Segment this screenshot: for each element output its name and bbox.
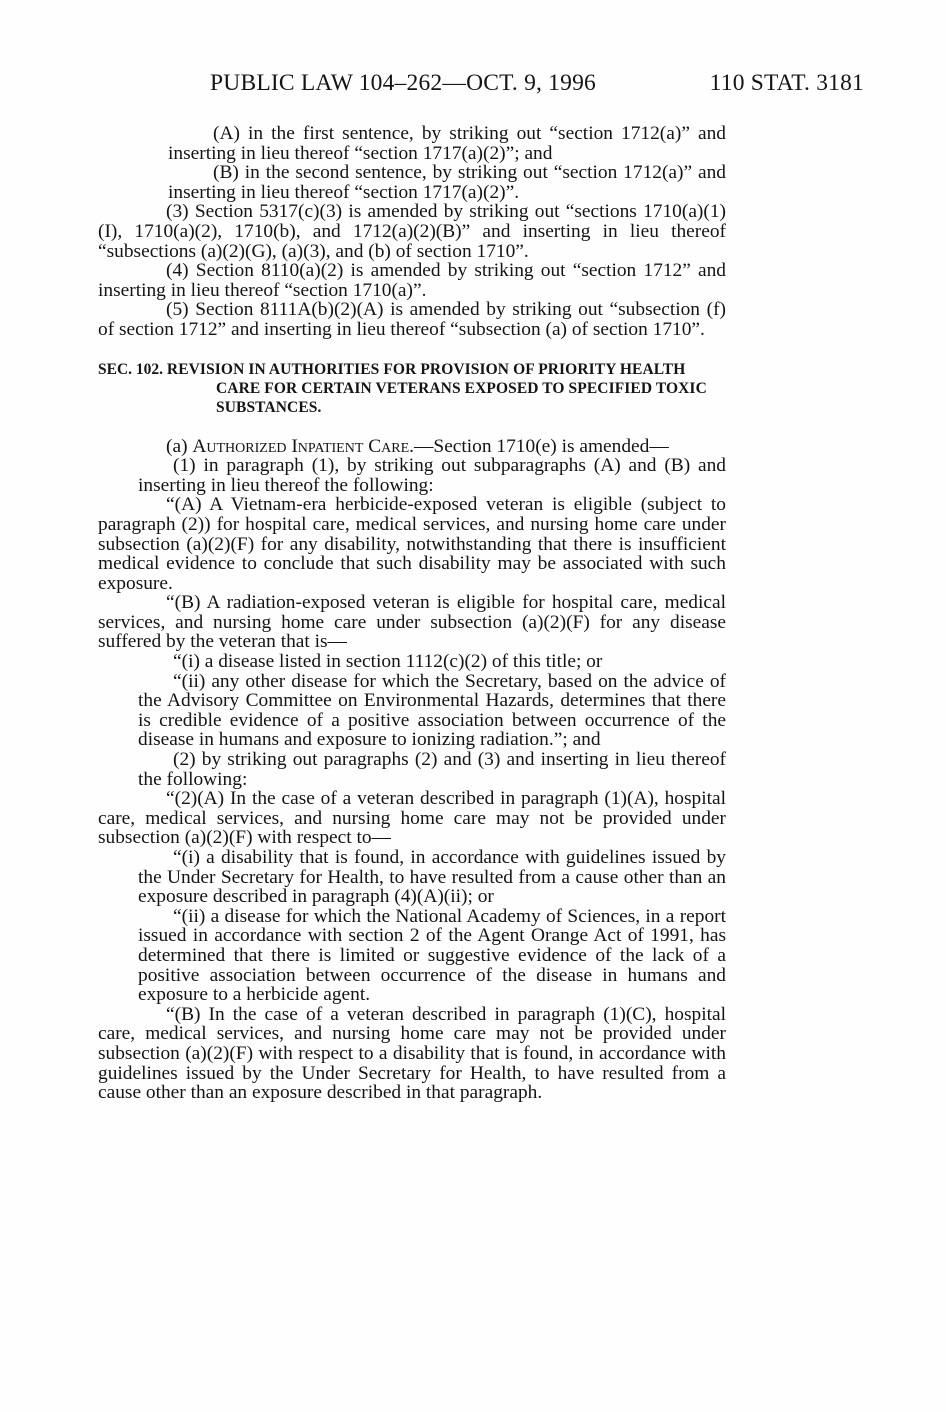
subsection-text: .—Section 1710(e) is amended—: [409, 435, 669, 457]
subsection-intro: [98, 437, 726, 457]
paragraph: (1) in paragraph (1), by striking out subparagraphs (A) and (B) and inserting in lieu thereof the following:: [138, 455, 726, 496]
header-citation: PUBLIC LAW 104–262—OCT. 9, 1996: [210, 70, 596, 96]
paragraph: “(2)(A) In the case of a veteran described in paragraph (1)(A), hospital care, medical services, and nursing home care may not be provided under subsection (a)(2)(F) with respect to—: [98, 788, 726, 849]
paragraph: (A) in the first sentence, by striking out “section 1712(a)” and inserting in lieu thereof “section 1717(a)(2)”; and: [168, 123, 726, 164]
paragraph: (B) in the second sentence, by striking out “section 1712(a)” and inserting in lieu thereof “section 1717(a)(2)”.: [168, 162, 726, 203]
clause: “(i) a disease listed in section 1112(c)(2) of this title; or: [173, 651, 603, 673]
section-heading: [98, 360, 726, 417]
clause: “(i) a disability that is found, in accordance with guidelines issued by the Under Secretary for Health, to have resulted from a cause other than an exposure described in paragraph (4)(A)(ii); or: [138, 847, 726, 908]
page-body: [98, 124, 726, 1103]
subsection-caption: Authorized Inpatient Care: [192, 435, 410, 457]
clause: “(ii) a disease for which the National Academy of Sciences, in a report issued in accordance with section 2 of the Agent Orange Act of 1991, has determined that there is limited or suggestive evidence of the lack of a positive association between occurrence of the disease in humans and exposure to a herbicide agent.: [138, 905, 726, 1006]
subsection-label: (a): [166, 435, 193, 457]
paragraph: (5) Section 8111A(b)(2)(A) is amended by striking out “subsection (f) of section 1712” and inserting in lieu thereof “subsection (a) of section 1710”.: [98, 299, 726, 340]
paragraph: “(B) A radiation-exposed veteran is eligible for hospital care, medical services, and nursing home care under subsection (a)(2)(F) for any disease suffered by the veteran that is—: [98, 592, 726, 653]
paragraph: “(B) In the case of a veteran described in paragraph (1)(C), hospital care, medical services, and nursing home care may not be provided under subsection (a)(2)(F) with respect to a disability that is found, in accordance with guidelines issued by the Under Secretary for Health, to have resulted from a cause other than an exposure described in that paragraph.: [98, 1003, 726, 1104]
paragraph: (3) Section 5317(c)(3) is amended by striking out “sections 1710(a)(1)(I), 1710(a)(2), 1710(b), and 1712(a)(2)(B)” and inserting in lieu thereof “subsections (a)(2)(G), (a)(3), and (b) of section 1710”.: [98, 201, 726, 262]
section-number: SEC. 102.: [98, 360, 164, 378]
section-title: REVISION IN AUTHORITIES FOR PROVISION OF PRIORITY HEALTH CARE FOR CERTAIN VETERANS EXPOSED TO SPECIFIED TOXIC SUBSTANCES.: [166, 360, 707, 416]
running-header: [210, 70, 864, 97]
header-page-number: 110 STAT. 3181: [709, 70, 864, 96]
paragraph: (4) Section 8110(a)(2) is amended by striking out “section 1712” and inserting in lieu thereof “section 1710(a)”.: [98, 260, 726, 301]
clause: “(ii) any other disease for which the Secretary, based on the advice of the Advisory Committee on Environmental Hazards, determines that there is credible evidence of a positive association between occurrence of the disease in humans and exposure to ionizing radiation.”; and: [138, 670, 726, 751]
paragraph: (2) by striking out paragraphs (2) and (3) and inserting in lieu thereof the following:: [138, 749, 726, 790]
paragraph: “(A) A Vietnam-era herbicide-exposed veteran is eligible (subject to paragraph (2)) for hospital care, medical services, and nursing home care under subsection (a)(2)(F) for any disability, notwithstanding that there is insufficient medical evidence to conclude that such disability may be associated with such exposure.: [98, 494, 726, 594]
